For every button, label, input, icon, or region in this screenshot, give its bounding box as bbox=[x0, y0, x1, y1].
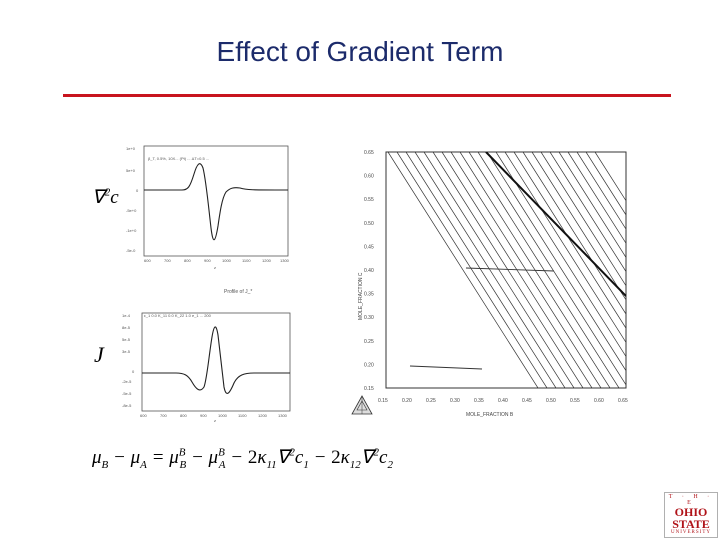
tie-line bbox=[415, 152, 565, 388]
laplacian-label: ∇$^2$c bbox=[92, 186, 119, 208]
phase-ylabel: MOLE_FRACTION C bbox=[358, 272, 364, 320]
bottom-xlabel: z bbox=[214, 418, 216, 423]
bottom-ytick: 1e-4 bbox=[122, 313, 131, 318]
phase-diagram bbox=[326, 140, 646, 435]
bottom-plot-curve bbox=[142, 327, 290, 393]
bottom-xtick: 1100 bbox=[238, 413, 247, 418]
top-ytick: -1e+0 bbox=[126, 228, 137, 233]
flux-profile-plot bbox=[114, 283, 296, 423]
phase-xtick: 0.15 bbox=[378, 398, 388, 404]
top-xtick: 1200 bbox=[262, 258, 271, 263]
tie-line bbox=[424, 152, 574, 388]
phase-ytick: 0.65 bbox=[364, 150, 374, 156]
bottom-ytick: 8e-5 bbox=[122, 325, 131, 330]
top-xtick: 600 bbox=[144, 258, 151, 263]
logo-ohio: OHIO bbox=[674, 505, 708, 519]
bottom-plot-heading: Profile of J_* bbox=[224, 289, 253, 295]
top-xlabel: z bbox=[214, 265, 216, 270]
tie-line bbox=[595, 152, 646, 388]
phase-ytick: 0.20 bbox=[364, 362, 374, 369]
tie-line bbox=[469, 152, 619, 388]
top-xtick: 700 bbox=[164, 258, 171, 263]
annotation-line bbox=[466, 268, 554, 271]
phase-xtick: 0.65 bbox=[618, 398, 628, 404]
bottom-ytick: 5e-5 bbox=[122, 337, 131, 342]
bottom-ytick: -5e-5 bbox=[122, 391, 132, 396]
phase-xtick: 0.30 bbox=[450, 398, 460, 404]
top-ytick: -5e+0 bbox=[126, 208, 137, 213]
tie-line bbox=[523, 152, 646, 388]
title-underline bbox=[63, 94, 671, 97]
phase-xtick: 0.55 bbox=[570, 398, 580, 404]
bottom-xtick: 600 bbox=[140, 413, 147, 418]
top-ytick: 0 bbox=[136, 188, 139, 193]
phase-ytick: 0.35 bbox=[364, 291, 374, 298]
tie-line bbox=[433, 152, 583, 388]
bottom-xtick: 1300 bbox=[278, 413, 287, 418]
top-ytick: 1e+0 bbox=[126, 146, 136, 151]
top-plot-frame bbox=[144, 146, 288, 256]
top-xtick: 800 bbox=[184, 258, 191, 263]
bottom-plot-legend: ε_1 0.0 K_11 0.0 K_22 1.0 e_1 ... 200 bbox=[144, 313, 211, 318]
phase-ytick: 0.40 bbox=[364, 268, 374, 274]
top-ytick: -5e-0 bbox=[126, 248, 136, 253]
phase-ytick: 0.15 bbox=[364, 386, 374, 392]
bottom-xtick: 1200 bbox=[258, 413, 267, 418]
tie-line bbox=[541, 152, 646, 388]
bottom-xtick: 900 bbox=[200, 413, 207, 418]
gradient-equation: $\mu_B - \mu_A = \mu^B_B - \mu^B_A - 2\kappa_{11}\nabla^2c_1 - 2\kappa_{12}\nabla^2c_2$ bbox=[92, 446, 393, 471]
tie-line bbox=[478, 152, 628, 388]
logo-university: UNIVERSITY bbox=[671, 530, 711, 535]
phase-xtick: 0.35 bbox=[474, 398, 484, 404]
top-xtick: 1100 bbox=[242, 258, 251, 263]
top-xtick: 1000 bbox=[222, 258, 231, 263]
slide-title: Effect of Gradient Term bbox=[216, 36, 504, 67]
phase-diagram-frame bbox=[386, 152, 626, 388]
bottom-ytick: 0 bbox=[132, 369, 135, 374]
top-xtick: 900 bbox=[204, 258, 211, 263]
phase-ytick: 0.50 bbox=[364, 220, 374, 227]
top-xtick: 1300 bbox=[280, 258, 289, 263]
phase-ytick: 0.30 bbox=[364, 315, 374, 322]
ohio-state-logo bbox=[664, 492, 718, 538]
bottom-ytick: -8e-5 bbox=[122, 403, 132, 408]
phase-xtick: 0.25 bbox=[426, 398, 436, 404]
tie-line bbox=[487, 152, 637, 388]
logo-the: T · H · E bbox=[668, 494, 714, 506]
tie-line bbox=[559, 152, 646, 388]
ternary-icon bbox=[352, 396, 372, 414]
top-plot-curve bbox=[144, 164, 288, 240]
phase-xlabel: MOLE_FRACTION B bbox=[466, 412, 514, 418]
flux-label: J bbox=[94, 342, 104, 367]
top-plot-legend: β_T, 0.5%, 10X... (Pt) ... ΔT=0.5 ... bbox=[148, 156, 210, 161]
phase-ytick: 0.25 bbox=[364, 338, 374, 345]
phase-xtick: 0.50 bbox=[546, 398, 556, 404]
logo-state: STATE bbox=[672, 517, 710, 531]
phase-xtick: 0.45 bbox=[522, 398, 532, 404]
top-ytick: 5e+0 bbox=[126, 168, 136, 173]
phase-ytick: 0.60 bbox=[364, 173, 374, 180]
laplacian-profile-plot bbox=[122, 140, 292, 270]
bottom-ytick: -2e-5 bbox=[122, 379, 132, 384]
phase-xtick: 0.40 bbox=[498, 398, 508, 404]
phase-ytick: 0.45 bbox=[364, 244, 374, 251]
bottom-xtick: 700 bbox=[160, 413, 167, 418]
phase-xtick: 0.60 bbox=[594, 398, 604, 404]
bottom-xtick: 1000 bbox=[218, 413, 227, 418]
annotation-line bbox=[410, 366, 482, 369]
phase-ytick: 0.55 bbox=[364, 197, 374, 204]
bottom-ytick: 3e-5 bbox=[122, 349, 131, 354]
phase-xtick: 0.20 bbox=[402, 398, 412, 404]
bottom-xtick: 800 bbox=[180, 413, 187, 418]
